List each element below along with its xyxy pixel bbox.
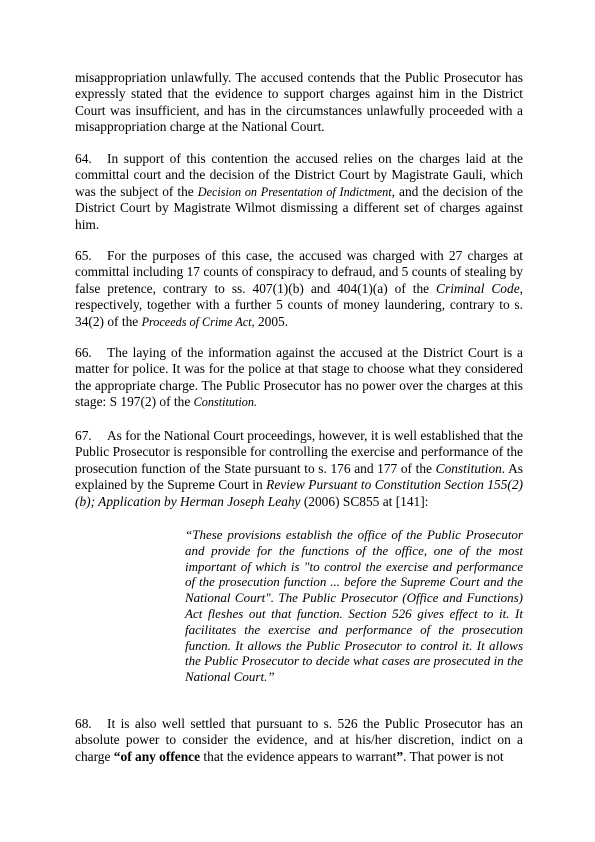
paragraph-number: 66. [75,345,92,360]
paragraph-64 [75,151,523,233]
paragraph-67 [75,428,523,510]
paragraph-text: , respectively, together with a further 5 counts of money laundering, contrary to s. 34(2) of the [75,280,523,329]
paragraph-68 [75,716,523,765]
paragraph-number: 64. [75,151,92,166]
quoted-phrase-bold: “of any offence [113,748,201,764]
paragraph-text: 2005. [254,313,289,329]
constitution-italic: Constitution. [193,395,257,410]
case-citation-italic: Review Pursuant to Constitution Section 155(2)(b); Application by Herman Joseph Leahy [75,477,523,509]
paragraph-text: As for the National Court proceedings, however, it is well established that the Public Prosecutor is responsible for controlling the exercise and performance of the prosecution function of the State pursuant to s. 176 and 177 of the [75,428,523,476]
paragraph-text: , and the decision of the District Court by Magistrate Wilmot dismissing a different set of charges against him. [75,183,523,232]
paragraph-text: It is also well settled that pursuant to s. 526 the Public Prosecutor has an absolute power to consider the evidence, and at his/her discretion, indict on a charge [75,716,523,764]
citation-italic: Decision on Presentation of Indictment [197,184,392,199]
paragraph-text: . That power is not [403,748,504,764]
paragraph-text: In support of this contention the accused relies on the charges laid at the committal court and the decision of the District Court by Magistrate Gauli, which was the subject of the [75,151,523,199]
paragraph-text: For the purposes of this case, the accused was charged with 27 charges at committal including 17 counts of conspiracy to defraud, and 5 counts of stealing by false pretence, contrary to ss. 407(1)(b) and 404(1)(a) of the [75,248,523,296]
paragraph-number: 65. [75,248,92,263]
paragraph-number: 68. [75,716,92,731]
paragraph-text: (2006) SC855 at [141]: [300,493,429,509]
paragraph-text: The laying of the information against the accused at the District Court is a matter for police. It was for the police at that stage to choose what they considered the appropriate charge. The Public Prosecutor has no power over the charges at this stage: S 197(2) of the [75,345,523,410]
paragraph-65 [75,248,523,330]
paragraph-number: 67. [75,428,92,443]
block-quote: “These provisions establish the office of the Public Prosecutor and provide for the functions of the office, one of the most important of which is "to control the exercise and performance of the prosecution function ... before the Supreme Court and the National Court". The Public Prosecutor (Office and Functions) Act fleshes out that function. Section 526 gives effect to it. It facilitates the exercise and performance of the prosecution function. It allows the Public Prosecutor to control it. It allows the Public Prosecutor to decide what cases are prosecuted in the National Court.” [185,527,523,685]
quoted-phrase-bold: ” [396,748,404,764]
paragraph-text: that the evidence appears to warrant [200,748,397,764]
paragraph-text: As explained by the Supreme Court in [75,460,523,493]
statute-italic: Proceeds of Crime Act, [141,314,255,329]
constitution-italic: Constitution. [435,460,506,476]
paragraph-63-continuation: misappropriation unlawfully. The accused contends that the Public Prosecutor has expressly stated that the evidence to support charges against him in the District Court was insufficient, and has in the circumstances unlawfully proceeded with a misappropriation charge at the National Court. [75,70,523,135]
paragraph-66 [75,345,523,411]
statute-italic: Criminal Code [436,280,520,296]
